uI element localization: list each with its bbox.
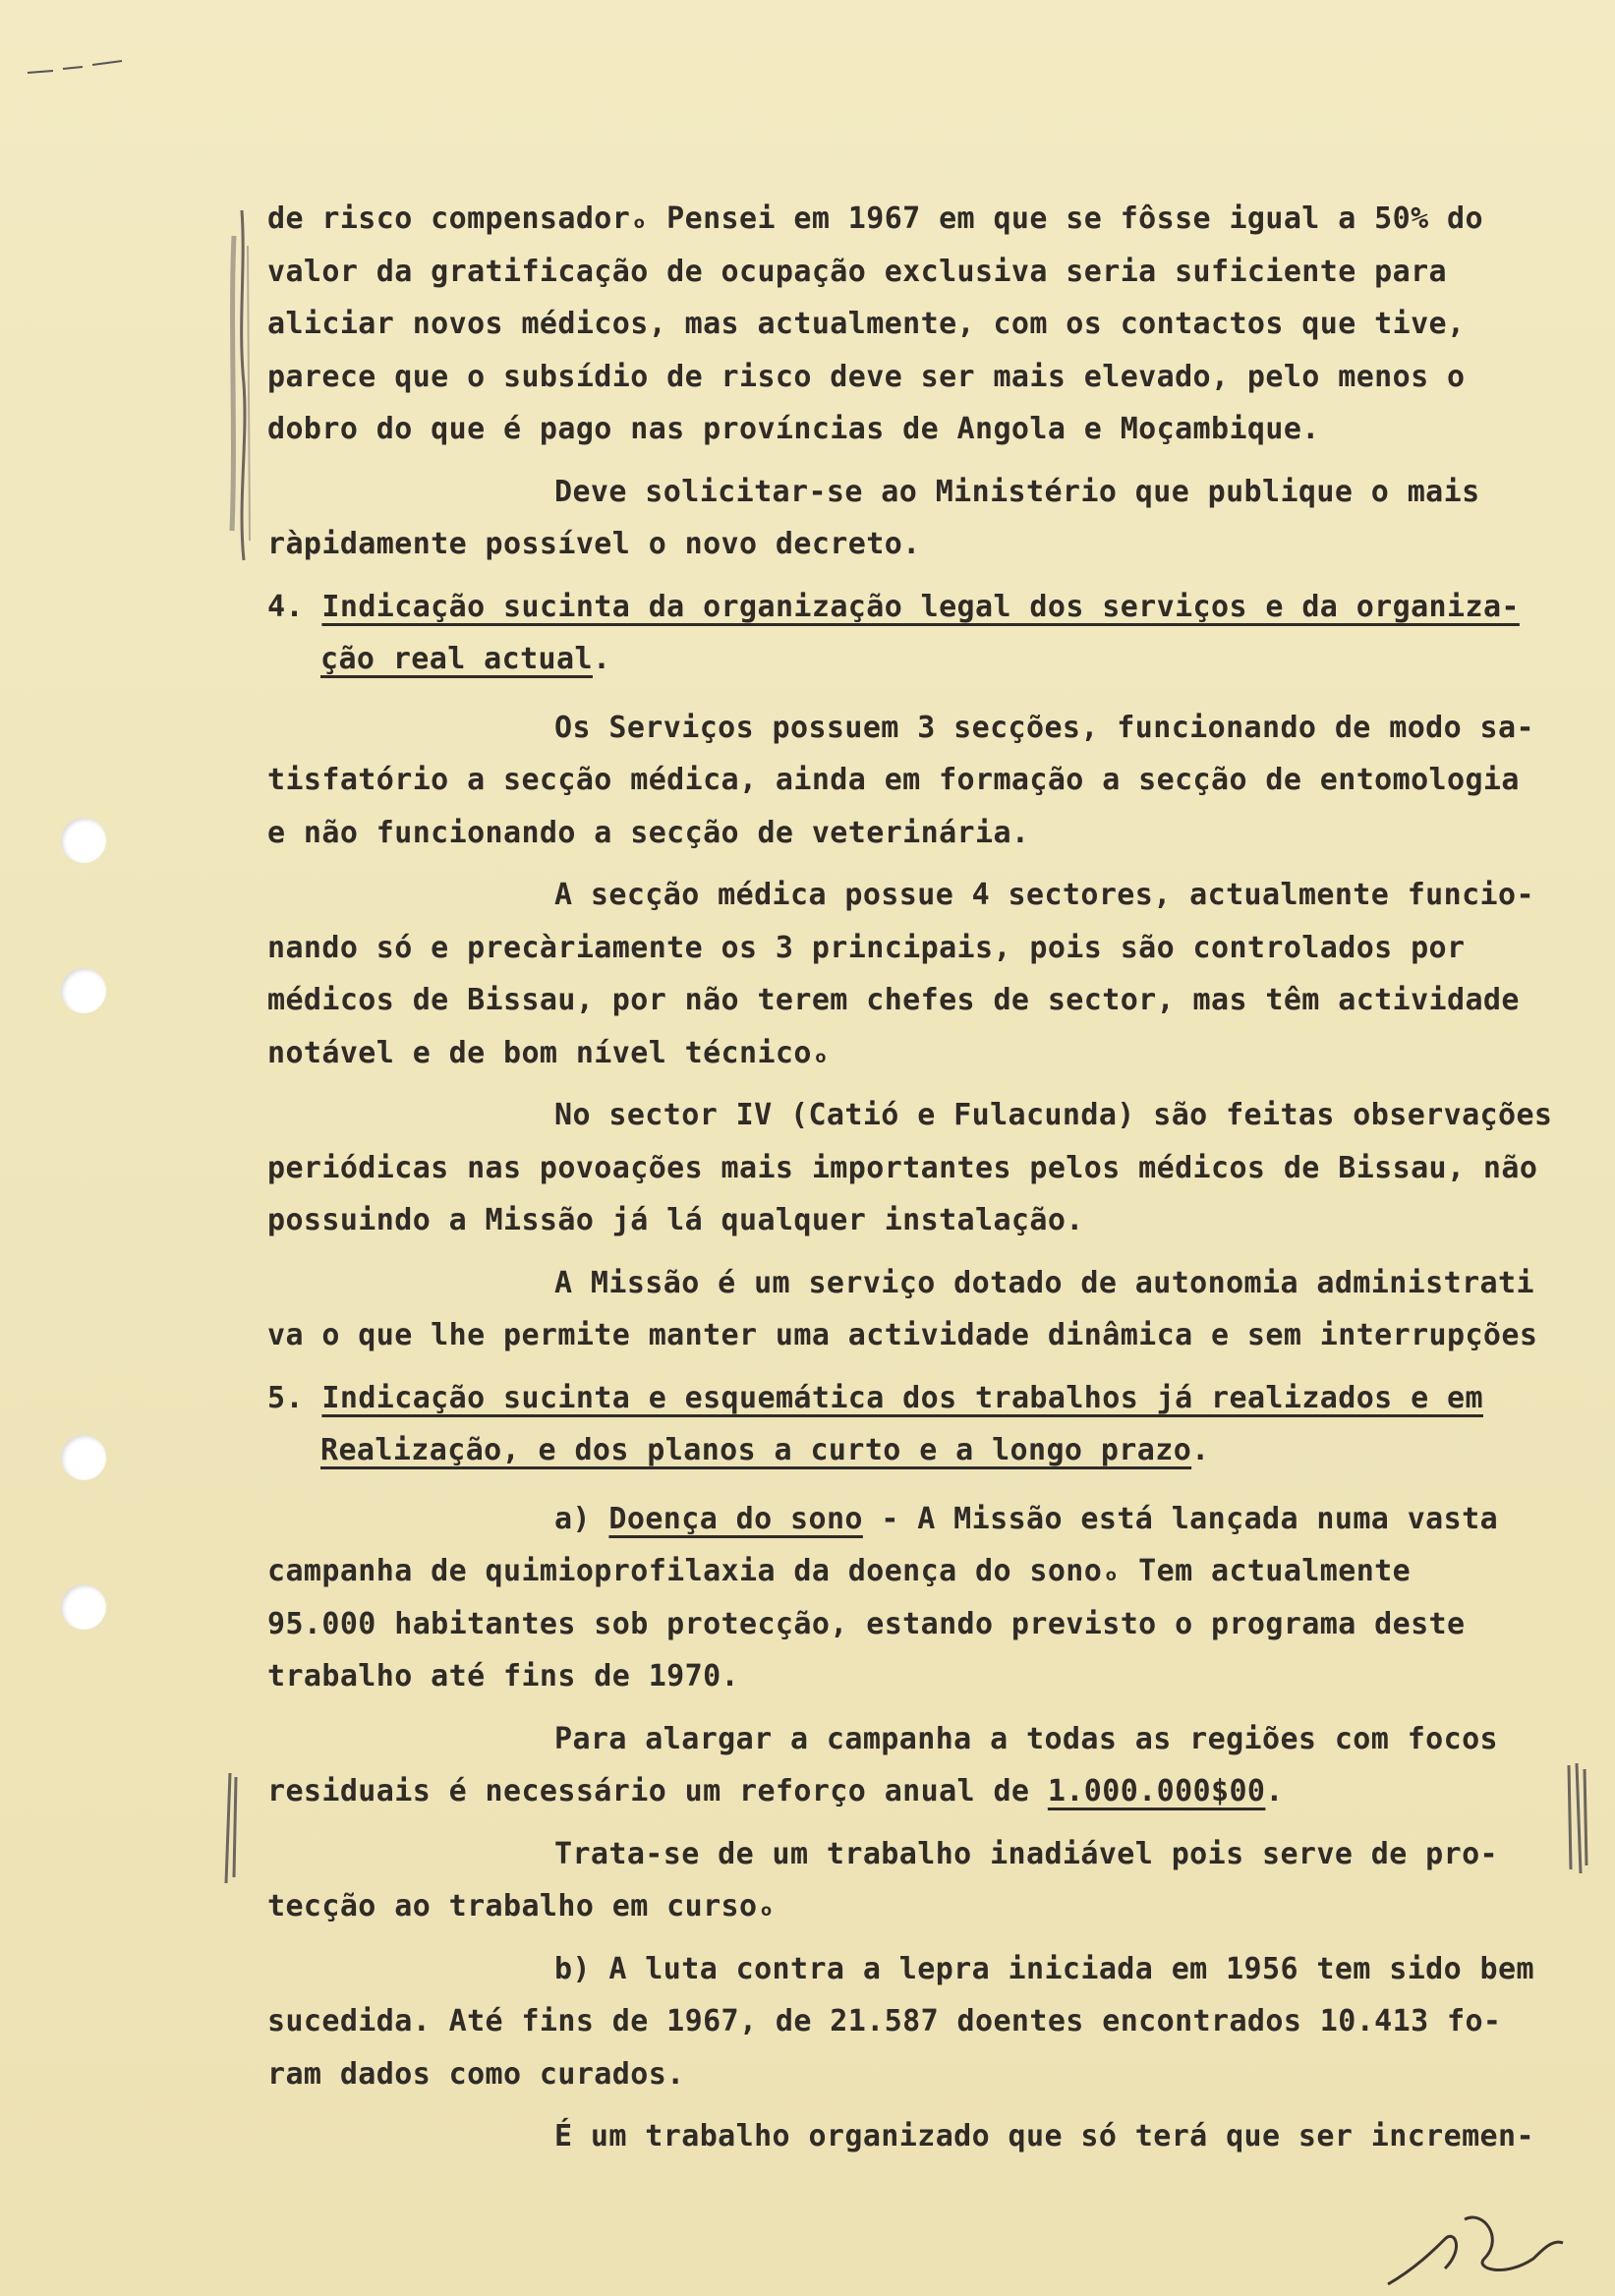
text-line: A Missão é um serviço dotado de autonomia administrati: [554, 1265, 1534, 1300]
section-5-heading: [267, 1372, 1604, 1425]
text-line: Para alargar a campanha a todas as regiões com focos: [554, 1721, 1498, 1756]
item-title: Doença do sono: [608, 1501, 863, 1536]
item-label: a): [554, 1501, 591, 1536]
text-line: A secção médica possue 4 sectores, actualmente funcio-: [554, 878, 1534, 912]
text-line: médicos de Bissau, por não terem chefes de sector, mas têm actividade: [267, 983, 1520, 1017]
text-line: Deve solicitar-se ao Ministério que publique o mais: [554, 474, 1480, 509]
text-line: parece que o subsídio de risco deve ser mais elevado, pelo menos o: [267, 359, 1466, 394]
punch-hole: [61, 1435, 106, 1480]
text-line: Os Serviços possuem 3 secções, funcionando de modo sa-: [554, 710, 1534, 745]
item-a-first-line: a) Doença do sono - A Missão está lançada numa vasta: [554, 1501, 1499, 1536]
text-line: ràpidamente possível o novo decreto.: [267, 527, 921, 561]
section-4-heading-cont: ção real actual.: [320, 642, 611, 676]
punch-hole: [61, 818, 106, 863]
heading-text: Realização, e dos planos a curto e a longo prazo: [320, 1433, 1192, 1467]
margin-bracket-left: [224, 206, 263, 570]
text-line: de risco compensadorₒ Pensei em 1967 em que se fôsse igual a 50% do: [267, 201, 1483, 236]
text-line: No sector IV (Catió e Fulacunda) são feitas observações: [554, 1098, 1553, 1132]
text-line: va o que lhe permite manter uma actividade dinâmica e sem interrupções: [267, 1318, 1538, 1352]
text-line: e não funcionando a secção de veterinária.: [267, 815, 1030, 850]
section-5-heading-cont: Realização, e dos planos a curto e a longo prazo.: [320, 1433, 1210, 1467]
pencil-mark: [24, 57, 132, 86]
text-line: 95.000 habitantes sob protecção, estando previsto o programa deste: [267, 1606, 1466, 1641]
text-line: residuais é necessário um reforço anual de 1.000.000$00.: [267, 1774, 1284, 1808]
text-line: nando só e precàriamente os 3 principais, pois são controlados por: [267, 930, 1466, 965]
text-line: tisfatório a secção médica, ainda em formação a secção de entomologia: [267, 763, 1520, 797]
handwritten-initials: [1376, 2200, 1573, 2294]
text-line: campanha de quimioprofilaxia da doença do sonoₒ Tem actualmente: [267, 1554, 1412, 1588]
text-line: possuindo a Missão já lá qualquer instalação.: [267, 1203, 1084, 1237]
heading-text: Indicação sucinta e esquemática dos trabalhos já realizados e em: [321, 1380, 1483, 1415]
section-number: 4.: [267, 589, 304, 624]
document-body: [267, 193, 1604, 2163]
text-line: valor da gratificação de ocupação exclusiva seria suficiente para: [267, 254, 1447, 289]
punch-hole: [61, 1584, 106, 1630]
heading-text: ção real actual: [320, 642, 593, 676]
text-line: b) A luta contra a lepra iniciada em 1956 tem sido bem: [554, 1951, 1534, 1986]
punch-hole: [61, 968, 106, 1013]
heading-text: Indicação sucinta da organização legal dos serviços e da organiza-: [321, 589, 1520, 624]
amount: 1.000.000$00: [1047, 1774, 1266, 1808]
text-line: ram dados como curados.: [267, 2056, 685, 2092]
text-line: notável e de bom nível técnicoₒ: [267, 1035, 831, 1070]
text-line: sucedida. Até fins de 1967, de 21.587 doentes encontrados 10.413 fo-: [267, 2004, 1502, 2038]
section-number: 5.: [267, 1380, 304, 1415]
section-4-heading: [267, 581, 1604, 634]
text-line: periódicas nas povoações mais importantes pelos médicos de Bissau, não: [267, 1150, 1538, 1185]
text-line: trabalho até fins de 1970.: [267, 1659, 739, 1693]
text-line: aliciar novos médicos, mas actualmente, com os contactos que tive,: [267, 307, 1466, 341]
text-line: Trata-se de um trabalho inadiável pois serve de pro-: [554, 1836, 1498, 1871]
text-line: tecção ao trabalho em cursoₒ: [267, 1889, 776, 1923]
margin-bracket-left-lower: [218, 1769, 248, 1887]
text-line: dobro do que é pago nas províncias de Angola e Moçambique.: [267, 412, 1320, 446]
text-line: É um trabalho organizado que só terá que ser incremen-: [554, 2119, 1534, 2153]
